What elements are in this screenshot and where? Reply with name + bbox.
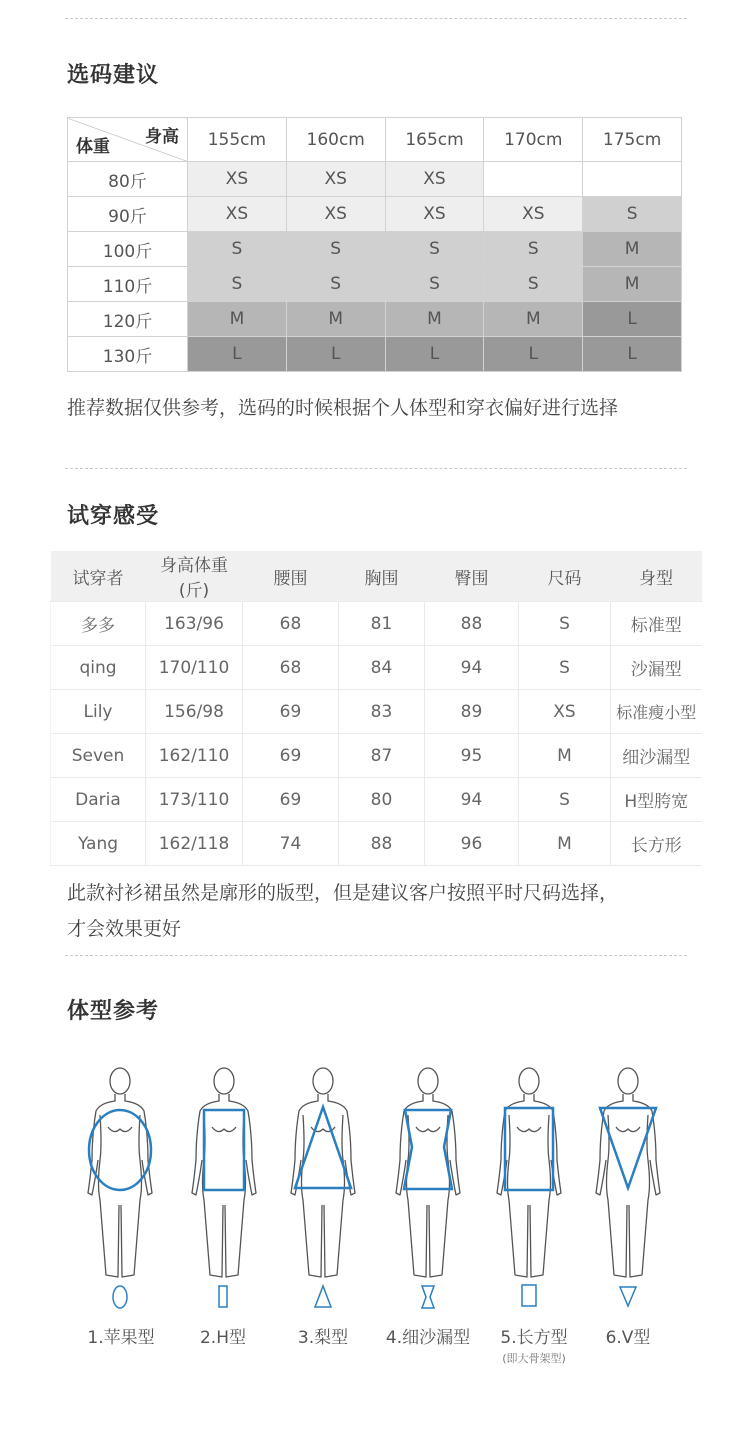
weight-label: 80斤 bbox=[68, 162, 188, 197]
table-cell: 长方形 bbox=[611, 822, 702, 866]
divider bbox=[65, 468, 687, 469]
corner-height-label: 身高 bbox=[145, 127, 179, 147]
table-cell: 69 bbox=[243, 778, 339, 822]
table-cell: 细沙漏型 bbox=[611, 734, 702, 778]
table-cell: 81 bbox=[339, 602, 425, 646]
corner-cell bbox=[68, 118, 188, 162]
rectangle-body-figure bbox=[479, 1065, 579, 1285]
size-cell: M bbox=[583, 232, 682, 267]
table-cell: 68 bbox=[243, 646, 339, 690]
table-cell: XS bbox=[519, 690, 611, 734]
pear-body-figure bbox=[273, 1065, 373, 1285]
table-cell: 多多 bbox=[51, 602, 146, 646]
table-cell: 68 bbox=[243, 602, 339, 646]
table-cell: 80 bbox=[339, 778, 425, 822]
size-cell bbox=[484, 162, 583, 197]
weight-label: 110斤 bbox=[68, 267, 188, 302]
table-cell: 89 bbox=[425, 690, 519, 734]
size-note: 推荐数据仅供参考，选码的时候根据个人体型和穿衣偏好进行选择 bbox=[67, 397, 619, 419]
table-cell: Yang bbox=[51, 822, 146, 866]
shape-label: 5.长方型 bbox=[500, 1328, 568, 1348]
size-cell: XS bbox=[484, 197, 583, 232]
size-cell: S bbox=[188, 232, 287, 267]
body-section-title: 体型参考 bbox=[67, 999, 160, 1024]
size-row bbox=[68, 197, 682, 232]
column-header: 身高体重(斤) bbox=[146, 551, 243, 602]
table-row bbox=[51, 602, 702, 646]
height-header: 165cm bbox=[385, 118, 484, 162]
column-header: 试穿者 bbox=[51, 551, 146, 602]
column-header: 尺码 bbox=[519, 551, 611, 602]
size-cell: XS bbox=[286, 162, 385, 197]
square-icon bbox=[514, 1282, 544, 1312]
table-cell: 标准型 bbox=[611, 602, 702, 646]
size-cell: S bbox=[188, 267, 287, 302]
table-cell: 88 bbox=[425, 602, 519, 646]
table-cell: 170/110 bbox=[146, 646, 243, 690]
size-cell: M bbox=[583, 267, 682, 302]
size-row bbox=[68, 162, 682, 197]
inverted-triangle-icon bbox=[613, 1282, 643, 1312]
column-header: 腰围 bbox=[243, 551, 339, 602]
table-row bbox=[51, 690, 702, 734]
table-cell: Seven bbox=[51, 734, 146, 778]
size-cell: XS bbox=[385, 162, 484, 197]
weight-label: 120斤 bbox=[68, 302, 188, 337]
triangle-icon bbox=[308, 1282, 338, 1312]
hourglass-icon bbox=[413, 1282, 443, 1312]
weight-label: 130斤 bbox=[68, 337, 188, 372]
size-cell: XS bbox=[188, 162, 287, 197]
table-cell: 96 bbox=[425, 822, 519, 866]
size-cell: S bbox=[286, 267, 385, 302]
size-cell: M bbox=[385, 302, 484, 337]
divider bbox=[65, 955, 687, 956]
size-cell: M bbox=[188, 302, 287, 337]
height-header: 160cm bbox=[286, 118, 385, 162]
shape-label: 6.V型 bbox=[605, 1328, 651, 1348]
table-cell: 163/96 bbox=[146, 602, 243, 646]
table-cell: 156/98 bbox=[146, 690, 243, 734]
table-cell: 84 bbox=[339, 646, 425, 690]
table-cell: 87 bbox=[339, 734, 425, 778]
table-cell: 69 bbox=[243, 734, 339, 778]
size-chart bbox=[67, 117, 682, 372]
size-cell: XS bbox=[385, 197, 484, 232]
height-header: 175cm bbox=[583, 118, 682, 162]
weight-label: 90斤 bbox=[68, 197, 188, 232]
try-header-row bbox=[51, 551, 702, 602]
size-row bbox=[68, 302, 682, 337]
v-body-figure bbox=[578, 1065, 678, 1285]
divider bbox=[65, 18, 687, 19]
table-cell: S bbox=[519, 602, 611, 646]
size-cell: M bbox=[484, 302, 583, 337]
table-row bbox=[51, 822, 702, 866]
table-row bbox=[51, 646, 702, 690]
apple-body-figure bbox=[70, 1065, 170, 1285]
table-cell: Lily bbox=[51, 690, 146, 734]
try-note-line1: 此款衬衫裙虽然是廓形的版型，但是建议客户按照平时尺码选择， bbox=[67, 882, 619, 904]
size-section-title: 选码建议 bbox=[67, 63, 160, 88]
column-header: 身型 bbox=[611, 551, 702, 602]
table-cell: M bbox=[519, 734, 611, 778]
size-cell: L bbox=[484, 337, 583, 372]
size-row bbox=[68, 267, 682, 302]
table-cell: M bbox=[519, 822, 611, 866]
oval-icon bbox=[105, 1282, 135, 1312]
size-cell: S bbox=[484, 267, 583, 302]
table-cell: 88 bbox=[339, 822, 425, 866]
try-section-title: 试穿感受 bbox=[67, 504, 160, 529]
size-cell: L bbox=[188, 337, 287, 372]
weight-label: 100斤 bbox=[68, 232, 188, 267]
table-cell: Daria bbox=[51, 778, 146, 822]
table-cell: 标准瘦小型 bbox=[611, 690, 702, 734]
table-row bbox=[51, 734, 702, 778]
size-cell: S bbox=[583, 197, 682, 232]
shape-label: 1.苹果型 bbox=[87, 1328, 155, 1348]
table-row bbox=[51, 778, 702, 822]
size-cell: S bbox=[385, 267, 484, 302]
table-cell: 173/110 bbox=[146, 778, 243, 822]
table-cell: 74 bbox=[243, 822, 339, 866]
size-cell: L bbox=[385, 337, 484, 372]
table-cell: H型胯宽 bbox=[611, 778, 702, 822]
size-cell bbox=[583, 162, 682, 197]
size-header-row bbox=[68, 118, 682, 162]
table-cell: S bbox=[519, 646, 611, 690]
table-cell: 94 bbox=[425, 646, 519, 690]
size-cell: L bbox=[583, 337, 682, 372]
size-cell: L bbox=[583, 302, 682, 337]
shape-label: 3.梨型 bbox=[297, 1328, 349, 1348]
size-cell: XS bbox=[286, 197, 385, 232]
table-cell: qing bbox=[51, 646, 146, 690]
height-header: 170cm bbox=[484, 118, 583, 162]
table-cell: 94 bbox=[425, 778, 519, 822]
size-cell: S bbox=[484, 232, 583, 267]
size-cell: S bbox=[286, 232, 385, 267]
table-cell: S bbox=[519, 778, 611, 822]
corner-weight-label: 体重 bbox=[76, 137, 110, 157]
hourglass-body-figure bbox=[378, 1065, 478, 1285]
table-cell: 162/118 bbox=[146, 822, 243, 866]
size-cell: S bbox=[385, 232, 484, 267]
size-cell: L bbox=[286, 337, 385, 372]
size-cell: M bbox=[286, 302, 385, 337]
table-cell: 沙漏型 bbox=[611, 646, 702, 690]
shape-label: 4.细沙漏型 bbox=[385, 1328, 471, 1348]
try-on-table bbox=[50, 551, 702, 866]
h-body-figure bbox=[174, 1065, 274, 1285]
size-row bbox=[68, 337, 682, 372]
table-cell: 69 bbox=[243, 690, 339, 734]
size-row bbox=[68, 232, 682, 267]
column-header: 胸围 bbox=[339, 551, 425, 602]
shape-label: 2.H型 bbox=[199, 1328, 246, 1348]
rectangle-icon bbox=[208, 1282, 238, 1312]
height-header: 155cm bbox=[188, 118, 287, 162]
table-cell: 95 bbox=[425, 734, 519, 778]
table-cell: 162/110 bbox=[146, 734, 243, 778]
column-header: 臀围 bbox=[425, 551, 519, 602]
shape-sublabel: (即大骨架型) bbox=[502, 1352, 566, 1365]
try-note-line2: 才会效果更好 bbox=[67, 918, 182, 940]
size-cell: XS bbox=[188, 197, 287, 232]
table-cell: 83 bbox=[339, 690, 425, 734]
